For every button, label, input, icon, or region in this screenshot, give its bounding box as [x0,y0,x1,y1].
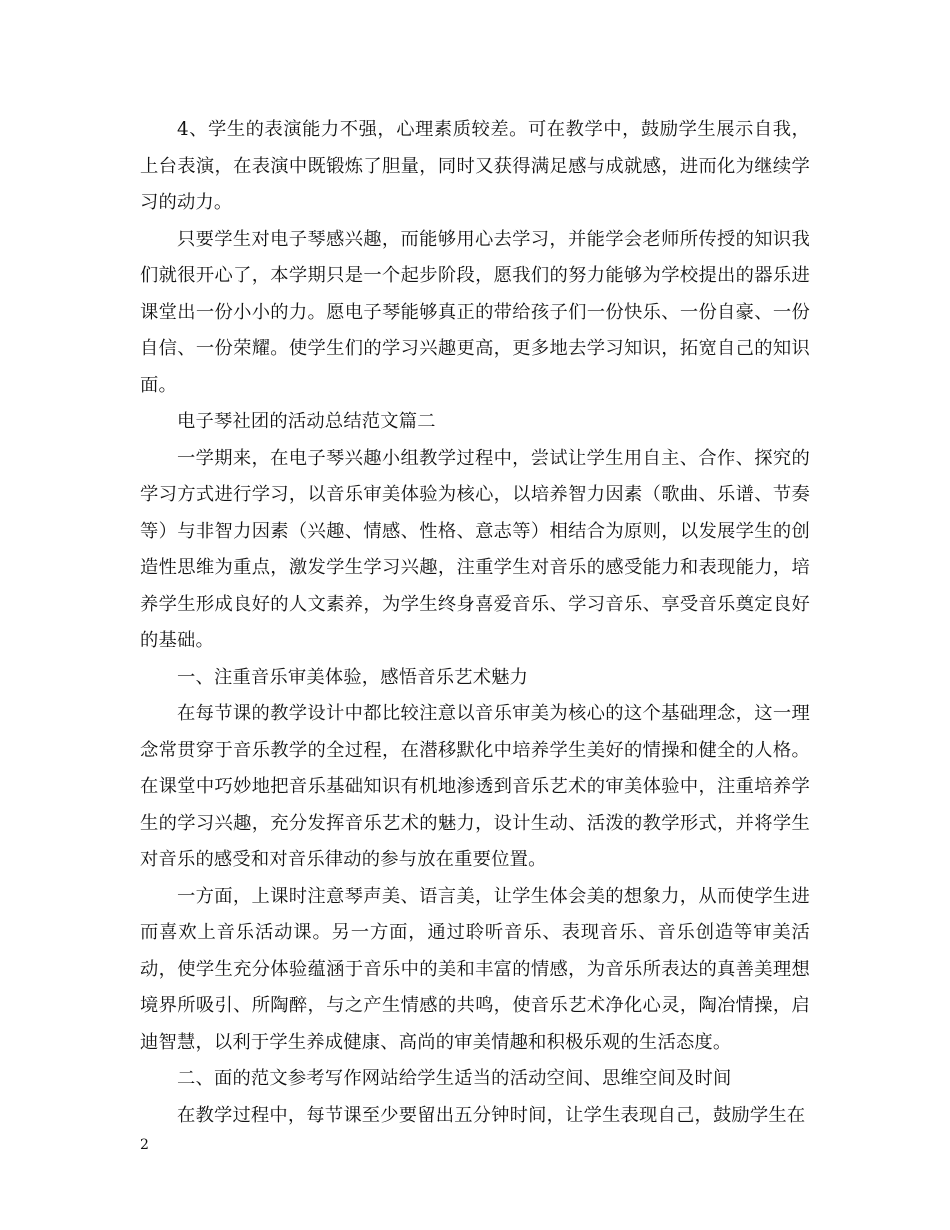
paragraph-point-4: 4、学生的表演能力不强，心理素质较差。可在教学中，鼓励学生展示自我，上台表演，在表演中既锻炼了胆量，同时又获得满足感与成就感，进而化为继续学习的动力。 [140,119,810,213]
paragraph-closing-wish: 只要学生对电子琴感兴趣，而能够用心去学习，并能学会老师所传授的知识我们就很开心了，本学期只是一个起步阶段，愿我们的努力能够为学校提出的器乐进课堂出一份小小的力。愿电子琴能够真正的带给孩子们一份快乐、一份自豪、一份自信、一份荣耀。使学生们的学习兴趣更高，更多地去学习知识，拓宽自己的知识面。 [140,228,810,396]
paragraph-lesson-design: 在每节课的教学设计中都比较注意以音乐审美为核心的这个基础理念，这一理念常贯穿于音乐教学的全过程，在潜移默化中培养学生美好的情操和健全的人格。在课堂中巧妙地把音乐基础知识有机地渗透到音乐艺术的审美体验中，注重培养学生的学习兴趣，充分发挥音乐艺术的魅力，设计生动、活泼的教学形式，并将学生对音乐的感受和对音乐律动的参与放在重要位置。 [140,703,810,870]
page-number: 2 [140,1137,149,1153]
heading-section-one: 一、注重音乐审美体验，感悟音乐艺术魅力 [177,666,529,688]
paragraph-on-one-hand: 一方面，上课时注意琴声美、语言美，让学生体会美的想象力，从而使学生进而喜欢上音乐活动课。另一方面，通过聆听音乐、表现音乐、音乐创造等审美活动，使学生充分体验蕴涵于音乐中的美和丰富的情感，为音乐所表达的真善美理想境界所吸引、所陶醉，与之产生情感的共鸣，使音乐艺术净化心灵，陶冶情操，启迪智慧，以利于学生养成健康、高尚的审美情趣和积极乐观的生活态度。 [140,885,810,1053]
page-body [140,112,810,1134]
heading-section-two: 二、面的范文参考写作网站给学生适当的活动空间、思维空间及时间 [177,1068,732,1089]
paragraph-semester-intro: 一学期来，在电子琴兴趣小组教学过程中，尝试让学生用自主、合作、探究的学习方式进行学习，以音乐审美体验为核心，以培养智力因素（歌曲、乐谱、节奏等）与非智力因素（兴趣、情感、性格、意志等）相结合为原则，以发展学生的创造性思维为重点，激发学生学习兴趣，注重学生对音乐的感受能力和表现能力，培养学生形成良好的人文素养，为学生终身喜爱音乐、学习音乐、享受音乐奠定良好的基础。 [140,447,810,651]
paragraph-teaching-process: 在教学过程中，每节课至少要留出五分钟时间，让学生表现自己，鼓励学生在 [177,1104,806,1126]
section-title-part-two: 电子琴社团的活动总结范文篇二 [177,411,436,432]
